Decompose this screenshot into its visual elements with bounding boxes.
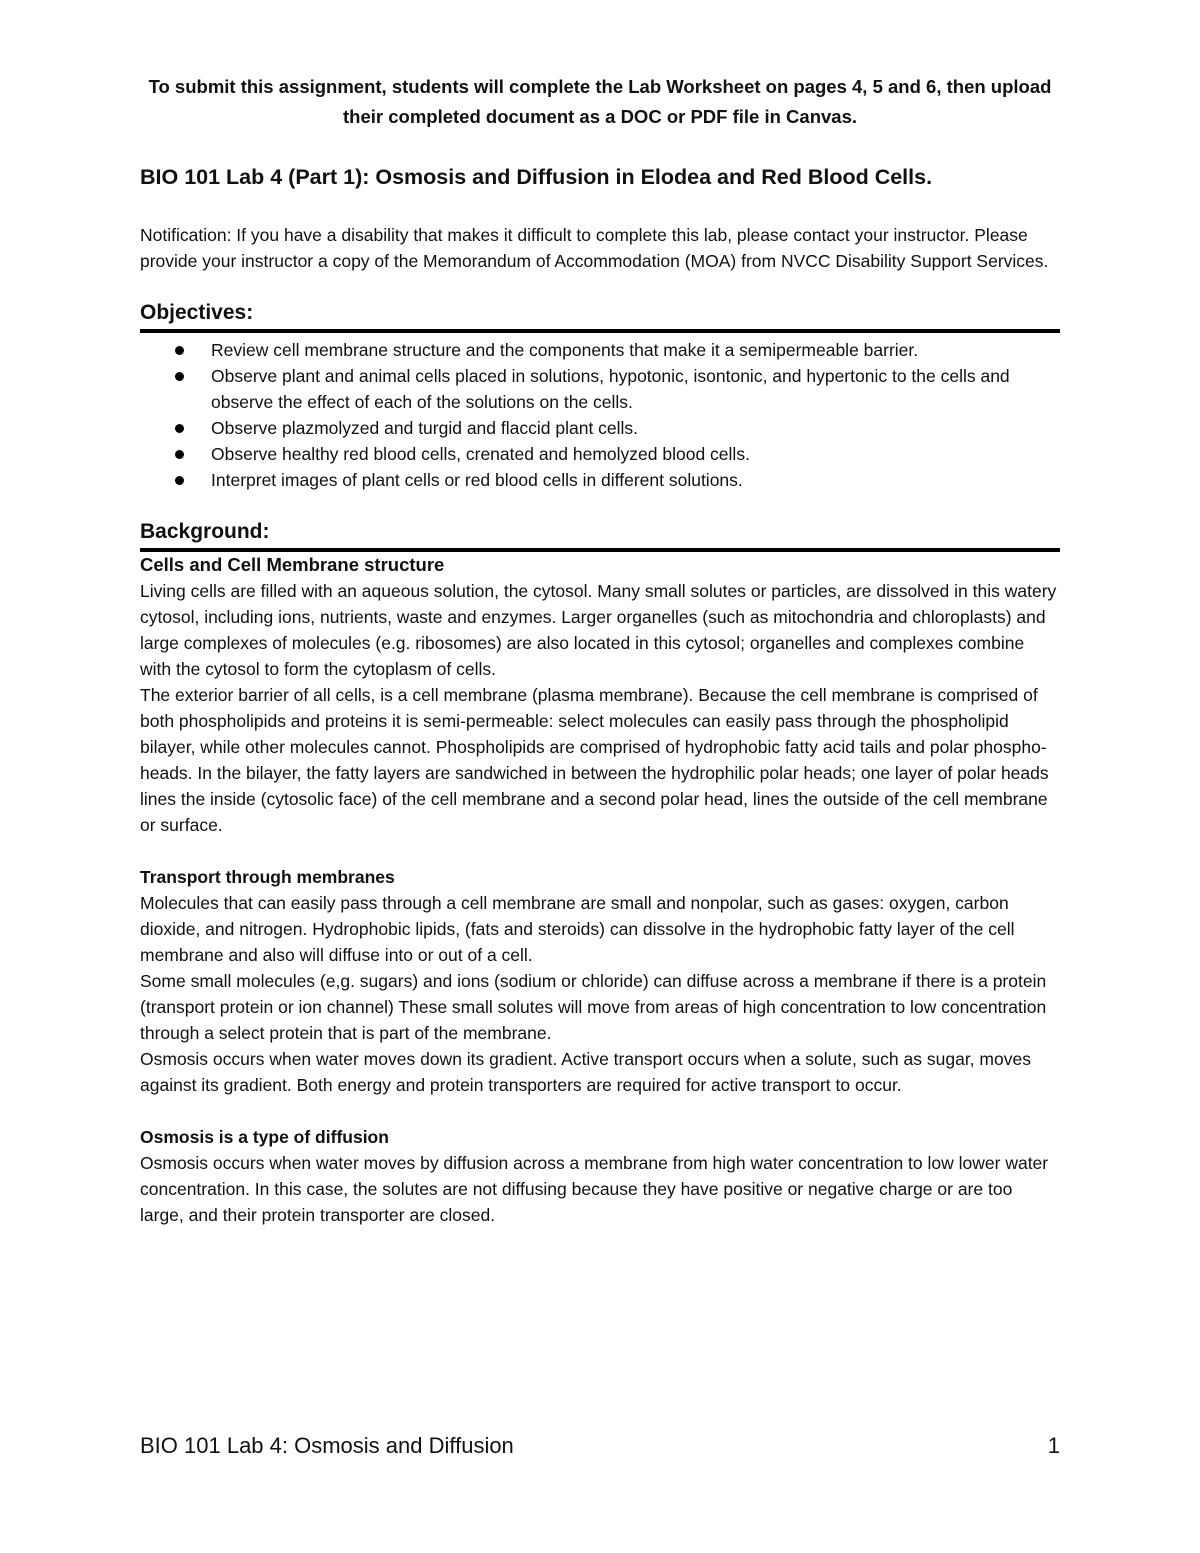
bullet-icon <box>175 476 184 485</box>
membrane-structure-paragraph: The exterior barrier of all cells, is a cell membrane (plasma membrane). Because the cell membrane is comprised of both phospholipids and proteins it is semi-permeable: select molecules can easily pass through the phospholipid bilayer, while other molecules cannot. Phospholipids are comprised of hydrophobic fatty acid tails and polar phospho- heads. In the bilayer, the fatty layers are sandwiched in between the hydrophilic polar heads; one layer of polar heads lines the inside (cytosolic face) of the cell membrane and a second polar head, lines the outside of the cell membrane or surface. <box>140 685 1049 835</box>
objective-text: Review cell membrane structure and the components that make it a semipermeable barrier. <box>211 340 919 360</box>
disability-notification: Notification: If you have a disability that makes it difficult to complete this lab, please contact your instructor. Please provide your instructor a copy of the Memorandum of Accommodation (MOA) from NVCC Disability Support Services. <box>140 225 1049 271</box>
transport-paragraph: Osmosis occurs when water moves down its gradient. Active transport occurs when a solute, such as sugar, moves against its gradient. Both energy and protein transporters are required for active transport to occur. <box>140 1049 1031 1095</box>
membrane-structure-heading: Cells and Cell Membrane structure <box>140 554 445 575</box>
objectives-heading: Objectives: <box>140 300 1060 333</box>
list-item <box>140 441 1060 467</box>
footer-title: BIO 101 Lab 4: Osmosis and Diffusion <box>140 1433 514 1458</box>
osmosis-heading: Osmosis is a type of diffusion <box>140 1127 389 1147</box>
objectives-list <box>140 337 1060 493</box>
osmosis-paragraph: Osmosis occurs when water moves by diffusion across a membrane from high water concentration to low lower water concentration. In this case, the solutes are not diffusing because they have positive or negative charge or are too large, and their protein transporter are closed. <box>140 1153 1049 1225</box>
membrane-structure-paragraph: Living cells are filled with an aqueous solution, the cytosol. Many small solutes or particles, are dissolved in this watery cytosol, including ions, nutrients, waste and enzymes. Larger organelles (such as mitochondria and chloroplasts) and large complexes of molecules (e.g. ribosomes) are also located in this cytosol; organelles and complexes combine with the cytosol to form the cytoplasm of cells. <box>140 581 1057 679</box>
objective-text: Observe plant and animal cells placed in solutions, hypotonic, isontonic, and hypertonic to the cells and observe the effect of each of the solutions on the cells. <box>211 366 1010 412</box>
objective-text: Interpret images of plant cells or red blood cells in different solutions. <box>211 470 743 490</box>
objective-text: Observe plazmolyzed and turgid and flaccid plant cells. <box>211 418 639 438</box>
bullet-icon <box>175 346 184 355</box>
transport-heading: Transport through membranes <box>140 867 395 887</box>
list-item <box>140 467 1060 493</box>
list-item <box>140 363 1060 415</box>
transport-paragraph: Some small molecules (e,g. sugars) and ions (sodium or chloride) can diffuse across a membrane if there is a protein (transport protein or ion channel) These small solutes will move from areas of high concentration to low concentration through a select protein that is part of the membrane. <box>140 971 1047 1043</box>
bullet-icon <box>175 450 184 459</box>
page-number: 1 <box>1047 1433 1060 1458</box>
page-title: BIO 101 Lab 4 (Part 1): Osmosis and Diffusion in Elodea and Red Blood Cells. <box>140 165 933 189</box>
bullet-icon <box>175 424 184 433</box>
list-item <box>140 337 1060 363</box>
background-heading: Background: <box>140 519 1060 552</box>
objective-text: Observe healthy red blood cells, crenated and hemolyzed blood cells. <box>211 444 750 464</box>
page-content <box>140 72 1060 1228</box>
submission-instructions: To submit this assignment, students will complete the Lab Worksheet on pages 4, 5 and 6, then upload their completed document as a DOC or PDF file in Canvas. <box>148 76 1052 127</box>
bullet-icon <box>175 372 184 381</box>
transport-paragraph: Molecules that can easily pass through a cell membrane are small and nonpolar, such as gases: oxygen, carbon dioxide, and nitrogen. Hydrophobic lipids, (fats and steroids) can dissolve in the hydrophobic fatty layer of the cell membrane and also will diffuse into or out of a cell. <box>140 893 1015 965</box>
page-footer <box>140 1428 1060 1464</box>
list-item <box>140 415 1060 441</box>
